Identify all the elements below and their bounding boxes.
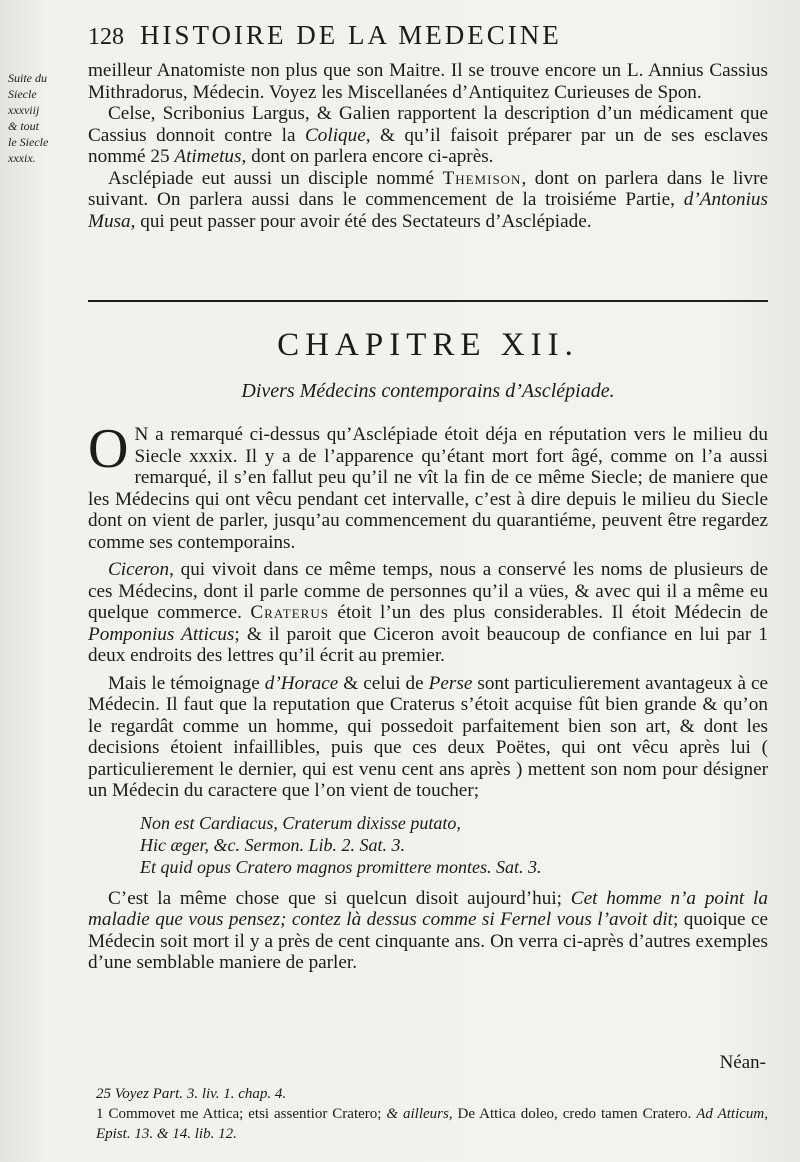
italic-term: d’Horace [264, 672, 339, 694]
text-run: Asclépiade eut aussi un disciple nommé [108, 167, 443, 189]
paragraph [88, 168, 768, 233]
footnote: 25 Voyez Part. 3. liv. 1. chap. 4. [96, 1086, 287, 1102]
text-run: Celse, Scribonius Largus, & Galien rapportent la description d’un médicament que Cassius donnoit contre la [88, 103, 768, 146]
text-run: Mais le témoignage [108, 672, 265, 694]
text-run: étoit l’un des plus considerables. Il étoit Médecin de [328, 602, 769, 623]
name-smallcaps: Craterus [250, 602, 329, 623]
paragraph [88, 103, 768, 168]
italic-term: d’Antonius Musa [88, 189, 768, 232]
paragraph [88, 559, 768, 667]
margin-note-line: Suite du [8, 71, 47, 85]
margin-note-line: xxxviij [8, 103, 40, 117]
margin-note-line: & tout [8, 119, 40, 133]
text-run: , qui peut passer pour avoir été des Sectateurs d’Asclépiade. [130, 210, 592, 232]
text-run: 1 Commovet me Attica; etsi assentior Cratero; [96, 1106, 387, 1122]
margin-note [8, 70, 88, 166]
chapter-title: CHAPITRE XII. [277, 327, 579, 363]
text-run: sont particulierement avantageux à ce Médecin. Il faut que la reputation que Craterus s’étoit acquise fût bien grande & qu’on le regardât comme un homme, qui possedoit parfaitement bien son art, & dont les decisions étoient infaillibles, puis que ces deux Poëtes, qui ont vêcu après lui ( particulierement le dernier, qui est venu cent ans après ) mettent son nom pour désigner un Médecin du caractere que l’on vient de toucher; [88, 672, 769, 801]
verse-line: Et quid opus Cratero magnos promittere montes. Sat. 3. [140, 856, 542, 877]
verse-line: Non est Cardiacus, Craterum dixisse putato, [140, 812, 461, 833]
paragraph [88, 673, 768, 802]
text-run: & celui de [338, 672, 429, 694]
section-divider [88, 296, 768, 302]
italic-term: & ailleurs [386, 1106, 449, 1122]
margin-note-line: le Siecle [8, 135, 49, 149]
paragraph [88, 418, 768, 553]
text-run: N a remarqué ci-dessus qu’Asclépiade étoit déja en réputation vers le milieu du Siecle xxxix. Il y a de l’apparence qu’étant mort fort âgé, comme on l’a aussi remarqué, il s’en fallut peu qu’il ne vît la fin de ce même Siecle; de maniere que les Médecins qui ont vêcu pendant cet intervalle, c’est à dire depuis le milieu du Siecle dont on vient de parler, jusqu’au commencement du quarantiéme, peuvent être regardez comme ses contemporains. [88, 424, 768, 553]
text-run: , De Attica doleo, credo tamen Cratero. [448, 1106, 697, 1122]
margin-note-line: xxxix. [8, 151, 36, 165]
latin-verse [140, 812, 768, 878]
catchword: Néan- [719, 1052, 766, 1073]
intro-text [88, 60, 768, 232]
chapter-body [88, 418, 769, 974]
text-run: ; quoique ce Médecin soit mort il y a près de cent cinquante ans. On verra ci-après d’autres exemples d’une semblable maniere de parler. [88, 909, 768, 973]
italic-term: Atimetus [174, 146, 242, 167]
text-run: , qui vivoit dans ce même temps, nous a conservé les noms de plusieurs de ces Médecins, dont il parle comme de personnes qu’il a vües, & avec qui il a même eu quelque commerce. [88, 559, 768, 623]
page-header [88, 20, 768, 51]
footnote [88, 1104, 768, 1144]
paragraph [88, 888, 768, 974]
text-run: , dont on parlera dans le livre suivant. On parlera aussi dans le commencement de la troisiéme Partie, [88, 167, 768, 210]
name-smallcaps: Themison [442, 167, 522, 189]
italic-quote: Cet homme n’a point la maladie que vous pensez; contez là dessus comme si Fernel vous l’avoit dit [88, 887, 768, 930]
page-number: 128 [88, 24, 124, 50]
italic-term: Ciceron [108, 559, 170, 580]
drop-cap: O [88, 418, 129, 480]
footnotes [88, 1084, 768, 1144]
italic-term: Ad Atticum, Epist. 13. & 14. lib. 12. [96, 1106, 769, 1142]
divider-rule [88, 300, 768, 302]
text-run: , dont on parlera encore ci-après. [241, 146, 494, 167]
italic-term: Perse [428, 672, 473, 694]
paragraph: meilleur Anatomiste non plus que son Maitre. Il se trouve encore un L. Annius Cassius Mithradorus, Médecin. Voyez les Miscellanées d’Antiquitez Curieuses de Spon. [88, 60, 768, 103]
text-run: ; & il paroit que Ciceron avoit beaucoup de confiance en lui par 1 deux endroits des lettres qu’il écrit au premier. [88, 623, 768, 666]
text-run: , & qu’il faisoit préparer par un de ses esclaves nommé 25 [88, 124, 769, 167]
text-run: C’est la même chose que si quelcun disoit aujourd’hui; [108, 887, 571, 909]
chapter-subtitle: Divers Médecins contemporains d’Asclépiade. [241, 380, 615, 402]
italic-term: Pomponius Atticus [88, 623, 235, 645]
running-title: HISTOIRE DE LA MEDECINE [140, 20, 562, 50]
verse-line: Hic æger, &c. Sermon. Lib. 2. Sat. 3. [140, 834, 405, 855]
italic-term: Colique [304, 124, 366, 146]
margin-note-line: Siecle [8, 87, 37, 101]
